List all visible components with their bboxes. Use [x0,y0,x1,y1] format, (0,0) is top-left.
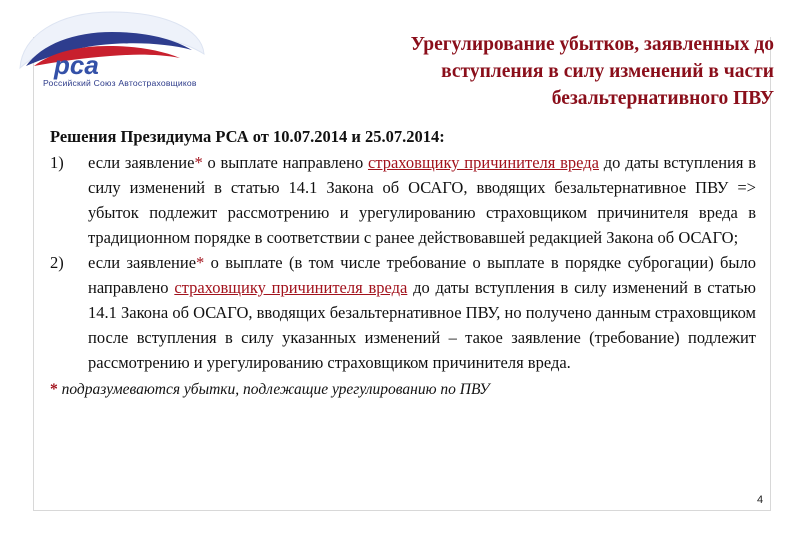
insurer-link-text: страховщику причинителя вреда [174,278,408,297]
list-item-number: 1) [50,153,64,172]
rsa-logo [12,6,212,106]
title-line-3: безальтернативного ПВУ [551,88,774,109]
item-text: до даты вступления в силу изменений в статью 14.1 Закона об ОСАГО, вводящих безальтернативное ПВУ => убыток подлежит рассмотрению и урегулированию страховщиком причинителя вреда в традиционном порядке в соответствии с ранее действовавшей редакцией Закона об ОСАГО; [88,153,757,247]
list-item-2 [50,250,756,375]
page-number: 4 [757,494,764,506]
title-line-1: Урегулирование убытков, заявленных до [410,34,774,55]
insurer-link-text: страховщику причинителя вреда [367,153,599,172]
item-text: до даты вступления в силу изменений в статью 14.1 Закона об ОСАГО, вводящих безальтернативное ПВУ, но получено данным страховщиком после вступления в силу указанных изменений – такое заявление (требование) подлежит рассмотрению и урегулированию страховщиком причинителя вреда. [88,278,756,372]
slide-content [50,124,756,402]
item-text: о выплате направлено [202,153,368,172]
slide-title [304,31,774,112]
asterisk: * [194,153,203,172]
logo-caption: Российский Союз Автостраховщиков [43,78,197,88]
rsa-logo-mark-icon [12,6,212,106]
asterisk: * [196,253,205,272]
footnote-text: подразумеваются убытки, подлежащие урегулированию по ПВУ [57,381,490,398]
decisions-heading: Решения Президиума РСА от 10.07.2014 и 25.07.2014: [50,127,445,146]
item-text: о выплате (в том числе требование о выплате в порядке суброгации) было направлено [88,253,757,297]
list-item-number: 2) [50,253,64,272]
svg-text:рса: рса [54,50,99,80]
item-text: если заявление [88,253,197,272]
footnote-asterisk: * [50,381,58,398]
list-item-1 [50,150,756,250]
item-text: если заявление [88,153,195,172]
title-line-2: вступления в силу изменений в части [441,61,774,82]
footnote [50,377,756,402]
